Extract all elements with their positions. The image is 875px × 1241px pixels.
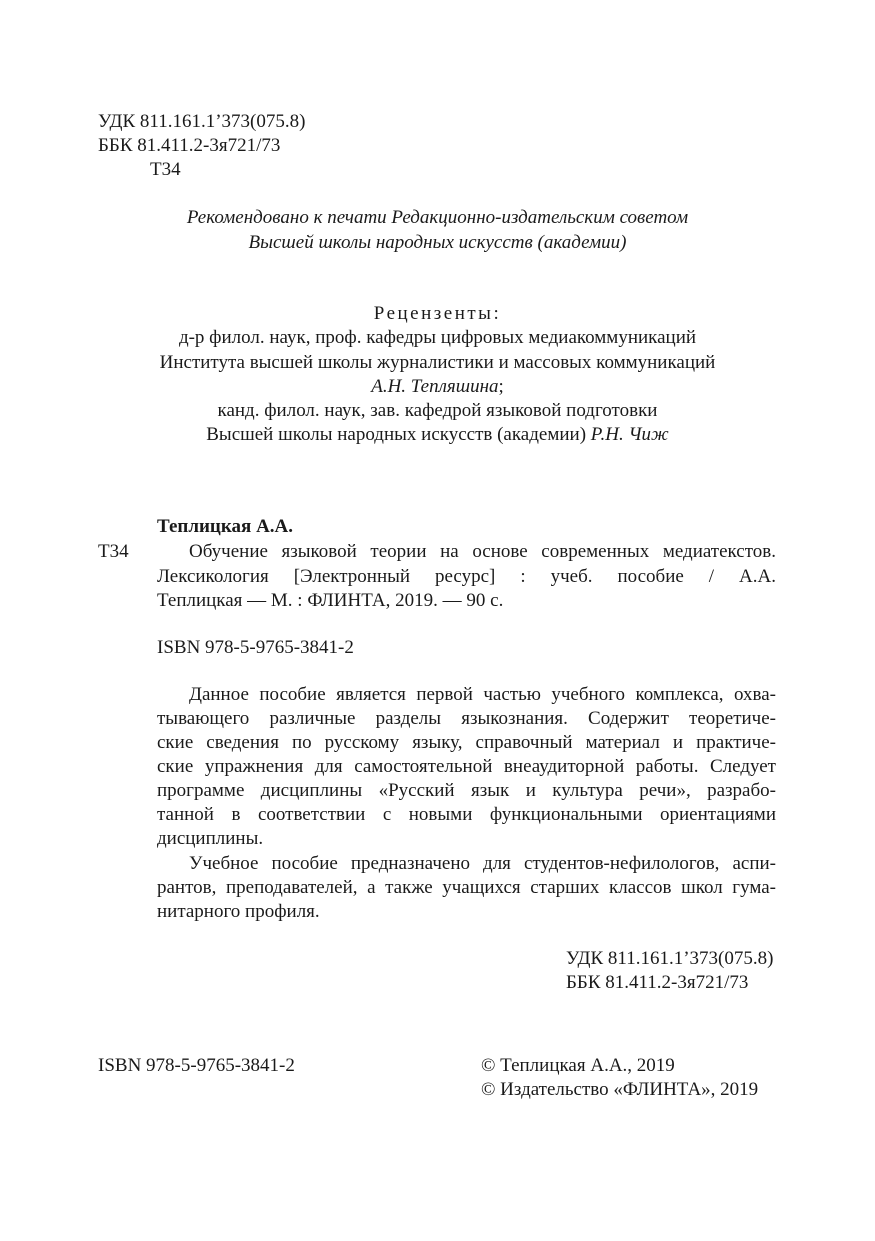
bib-author-mark: Т34 bbox=[98, 541, 129, 562]
bib-author: Теплицкая А.А. bbox=[157, 516, 294, 537]
bib-isbn: ISBN 978-5-9765-3841-2 bbox=[157, 637, 354, 658]
annotation-p1-line-1: Данное пособие является первой частью учебного комплекса, охва- bbox=[189, 684, 776, 705]
bib-desc-line-1: Обучение языковой теории на основе современных медиатекстов. bbox=[189, 541, 776, 562]
reviewer-1-name: А.Н. Тепляшина bbox=[371, 376, 499, 397]
recommendation-line-2: Высшей школы народных искусств (академии) bbox=[248, 232, 627, 253]
reviewer-2-affiliation: Высшей школы народных искусств (академии) bbox=[206, 424, 587, 445]
reviewers-heading: Рецензенты: bbox=[373, 303, 502, 324]
reviewer-2-name: Р.Н. Чиж bbox=[590, 424, 669, 445]
udk-top: УДК 811.161.1’373(075.8) bbox=[98, 111, 306, 132]
recommendation-line-1: Рекомендовано к печати Редакционно-издательским советом bbox=[186, 207, 689, 228]
footer-isbn: ISBN 978-5-9765-3841-2 bbox=[98, 1055, 295, 1076]
reviewer-1-line-2: Института высшей школы журналистики и массовых коммуникаций bbox=[159, 352, 716, 373]
reviewer-1-name-line bbox=[0, 375, 875, 399]
annotation-p1-line-7: дисциплины. bbox=[157, 828, 264, 849]
author-mark-top: Т34 bbox=[150, 159, 181, 180]
bbk-top: ББК 81.411.2-3я721/73 bbox=[98, 135, 281, 156]
reviewer-2-line-2 bbox=[0, 423, 875, 447]
reviewer-1-name-suffix: ; bbox=[498, 376, 504, 397]
bib-desc-line-3: Теплицкая — М. : ФЛИНТА, 2019. — 90 с. bbox=[157, 590, 504, 611]
annotation-p1-line-5: программе дисциплины «Русский язык и культура речи», разрабо- bbox=[157, 780, 776, 801]
copyright-author: © Теплицкая А.А., 2019 bbox=[481, 1055, 675, 1076]
annotation-p2-line-2: рантов, преподавателей, а также учащихся старших классов школ гума- bbox=[157, 877, 776, 898]
annotation-p2-line-3: нитарного профиля. bbox=[157, 901, 320, 922]
annotation-p2-line-1: Учебное пособие предназначено для студентов-нефилологов, аспи- bbox=[189, 853, 776, 874]
annotation-p1-line-3: ские сведения по русскому языку, справочный материал и практиче- bbox=[157, 732, 776, 753]
annotation-p1-line-4: ские упражнения для самостоятельной внеаудиторной работы. Следует bbox=[157, 756, 776, 777]
reviewer-1-line-1: д-р филол. наук, проф. кафедры цифровых медиакоммуникаций bbox=[178, 327, 697, 348]
copyright-publisher: © Издательство «ФЛИНТА», 2019 bbox=[481, 1079, 759, 1100]
annotation-p1-line-2: тывающего различные разделы языкознания. Содержит теоретиче- bbox=[157, 708, 776, 729]
bib-desc-line-2: Лексикология [Электронный ресурс] : учеб. пособие / А.А. bbox=[157, 566, 776, 587]
annotation-p1-line-6: танной в соответствии с новыми функциональными ориентациями bbox=[157, 804, 776, 825]
udk-bottom: УДК 811.161.1’373(075.8) bbox=[566, 948, 774, 969]
bbk-bottom: ББК 81.411.2-3я721/73 bbox=[566, 972, 749, 993]
reviewer-2-line-1: канд. филол. наук, зав. кафедрой языковой подготовки bbox=[217, 400, 658, 421]
